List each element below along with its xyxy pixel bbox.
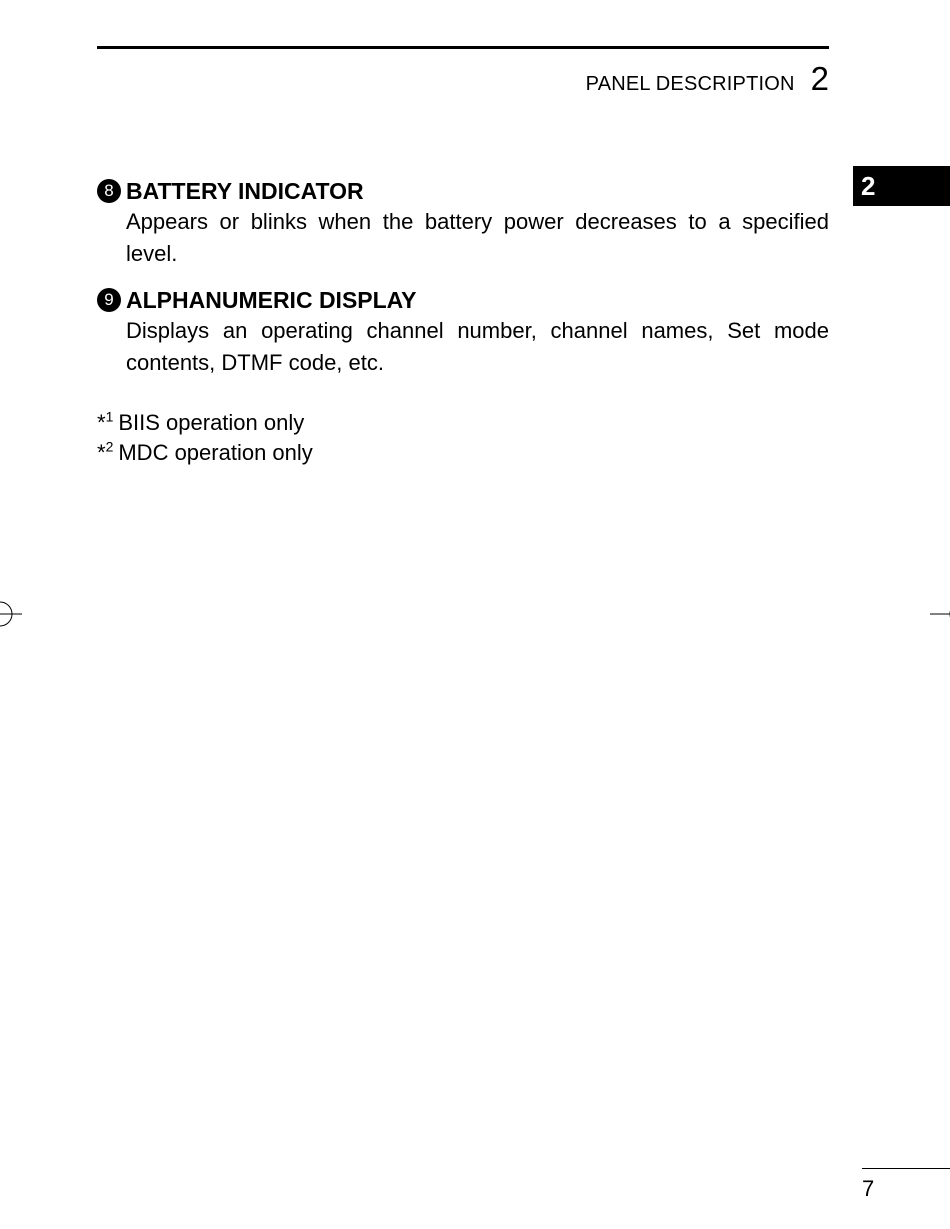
footnote	[97, 438, 313, 468]
footnote-asterisk: *	[97, 410, 106, 435]
section-heading	[97, 285, 829, 315]
circled-number-icon: 9	[97, 288, 121, 312]
footnotes	[97, 408, 313, 468]
section-title: BATTERY INDICATOR	[126, 178, 364, 204]
footnote-asterisk: *	[97, 440, 106, 465]
side-tab-label: 2	[861, 171, 876, 201]
section-heading	[97, 176, 829, 206]
footnote-text: MDC operation only	[118, 440, 313, 465]
footer-rule	[862, 1168, 950, 1169]
top-rule	[97, 46, 829, 49]
section-battery-indicator	[97, 176, 829, 270]
chapter-side-tab	[853, 166, 950, 206]
footnote-text: BIIS operation only	[118, 410, 305, 435]
header-chapter-number: 2	[810, 60, 829, 97]
footnote-superscript: 2	[105, 438, 114, 455]
registration-mark-icon	[0, 596, 24, 632]
footnote	[97, 408, 313, 438]
footnote-superscript: 1	[105, 408, 114, 425]
running-header	[586, 60, 829, 96]
section-alphanumeric-display	[97, 285, 829, 379]
section-body: Displays an operating channel number, channel names, Set mode contents, DTMF code, etc.	[126, 318, 829, 375]
page-number: 7	[862, 1176, 875, 1201]
circled-number-icon: 8	[97, 179, 121, 203]
registration-mark-icon	[930, 596, 950, 632]
section-title: ALPHANUMERIC DISPLAY	[126, 287, 417, 313]
section-body: Appears or blinks when the battery power decreases to a specified level.	[126, 209, 829, 266]
header-title: PANEL DESCRIPTION	[585, 73, 795, 95]
